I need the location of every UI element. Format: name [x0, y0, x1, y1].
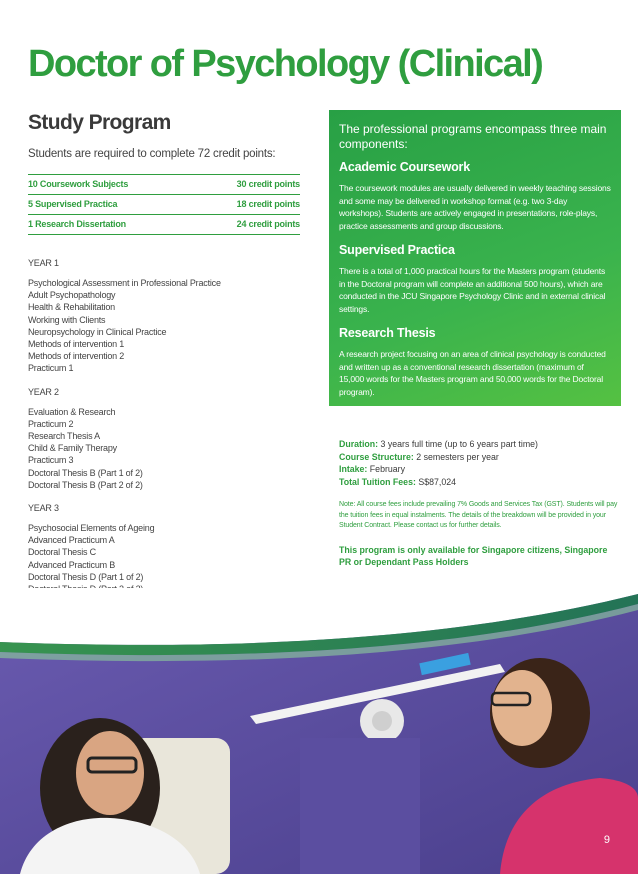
intake-label: Intake:	[339, 464, 368, 474]
credits-row-label: 5 Supervised Practica	[28, 199, 118, 209]
academic-coursework-heading: Academic Coursework	[339, 160, 470, 174]
course-item: Research Thesis A	[28, 431, 100, 442]
course-item: Doctoral Thesis C	[28, 547, 96, 558]
consultation-photo	[0, 588, 638, 874]
availability-notice: This program is only available for Singapore citizens, Singapore PR or Dependant Pass Holders	[339, 544, 608, 567]
year-block	[28, 257, 300, 375]
program-components-box	[329, 110, 621, 406]
components-intro: The professional programs encompass three main components:	[339, 122, 607, 151]
fees-note: Note: All course fees include prevailing 7% Goods and Services Tax (GST). Students will pay the tuition fees in equal instalments. The details of the breakdown will be provided in your Student Contract. Please contact us for further details.	[339, 501, 618, 529]
intake-line	[339, 463, 619, 476]
course-item: Neuropsychology in Clinical Practice	[28, 326, 167, 337]
course-item: Psychosocial Elements of Ageing	[28, 523, 155, 534]
fees-value: S$87,024	[415, 476, 457, 487]
academic-coursework-text: The coursework modules are usually delivered in weekly teaching sessions and some may be delivered in workshop format (e.g. two 3-day workshops). Students are actively engaged in presentations, role-plays, practice assessments and group discussions.	[339, 183, 611, 231]
page-number: 9	[603, 834, 610, 846]
year-label: YEAR 2	[28, 386, 59, 397]
course-item: Practicum 1	[28, 363, 74, 374]
supervised-practica-text: There is a total of 1,000 practical hours for the Masters program (students in the Doctoral program will complete an additional 500 hours), which are conducted in the JCU Singapore Psychology Clinic and in external clinical settings.	[339, 266, 606, 314]
year-block	[28, 386, 300, 491]
course-item: Health & Rehabilitation	[28, 302, 115, 313]
course-item: Child & Family Therapy	[28, 443, 117, 454]
year-label: YEAR 1	[28, 258, 59, 268]
course-item: Evaluation & Research	[28, 406, 116, 417]
structure-label: Course Structure:	[339, 451, 414, 462]
study-program-heading: Study Program	[28, 111, 171, 134]
page-title: Doctor of Psychology (Clinical)	[28, 43, 543, 85]
course-item: Adult Psychopathology	[28, 290, 116, 301]
credits-row	[28, 195, 300, 215]
course-item: Working with Clients	[28, 314, 106, 325]
research-thesis-text: A research project focusing on an area of clinical psychology is conducted and written up as a conventional research dissertation (maximum of 15,000 words for the Masters program and 50,000 words for the Doctoral program).	[339, 349, 606, 397]
research-thesis-heading: Research Thesis	[339, 326, 436, 340]
duration-line	[339, 438, 619, 451]
fees-line	[339, 476, 619, 489]
credits-row-points: 30 credit points	[236, 179, 300, 189]
course-item: Advanced Practicum B	[28, 559, 116, 570]
year-label: YEAR 3	[28, 503, 59, 514]
course-item: Advanced Practicum A	[28, 535, 115, 546]
credits-row-label: 10 Coursework Subjects	[28, 179, 129, 189]
study-program-section	[28, 110, 300, 606]
fees-label: Total Tuition Fees:	[339, 476, 416, 487]
course-item: Practicum 3	[28, 455, 74, 466]
credit-requirement-intro: Students are required to complete 72 credit points:	[28, 148, 276, 160]
supervised-practica-heading: Supervised Practica	[339, 243, 455, 257]
credits-row	[28, 175, 300, 195]
course-item: Methods of intervention 1	[28, 339, 125, 350]
course-item: Doctoral Thesis B (Part 2 of 2)	[28, 479, 143, 490]
structure-line	[339, 451, 619, 464]
course-item: Practicum 2	[28, 418, 74, 429]
duration-value: 3 years full time (up to 6 years part time)	[378, 439, 538, 449]
program-details	[339, 438, 619, 569]
credits-row	[28, 215, 300, 235]
course-item: Psychological Assessment in Professional Practice	[28, 278, 221, 288]
years-list	[28, 257, 300, 595]
credits-table	[28, 174, 300, 235]
year-block	[28, 502, 300, 595]
credits-row-label: 1 Research Dissertation	[28, 219, 126, 229]
duration-label: Duration:	[339, 439, 379, 449]
course-item: Doctoral Thesis B (Part 1 of 2)	[28, 467, 143, 478]
credits-row-points: 18 credit points	[236, 199, 300, 209]
course-item: Methods of intervention 2	[28, 351, 125, 362]
intake-value: February	[367, 464, 406, 474]
course-item: Doctoral Thesis D (Part 1 of 2)	[28, 571, 144, 582]
credits-row-points: 24 credit points	[236, 219, 300, 229]
structure-value: 2 semesters per year	[413, 451, 499, 462]
